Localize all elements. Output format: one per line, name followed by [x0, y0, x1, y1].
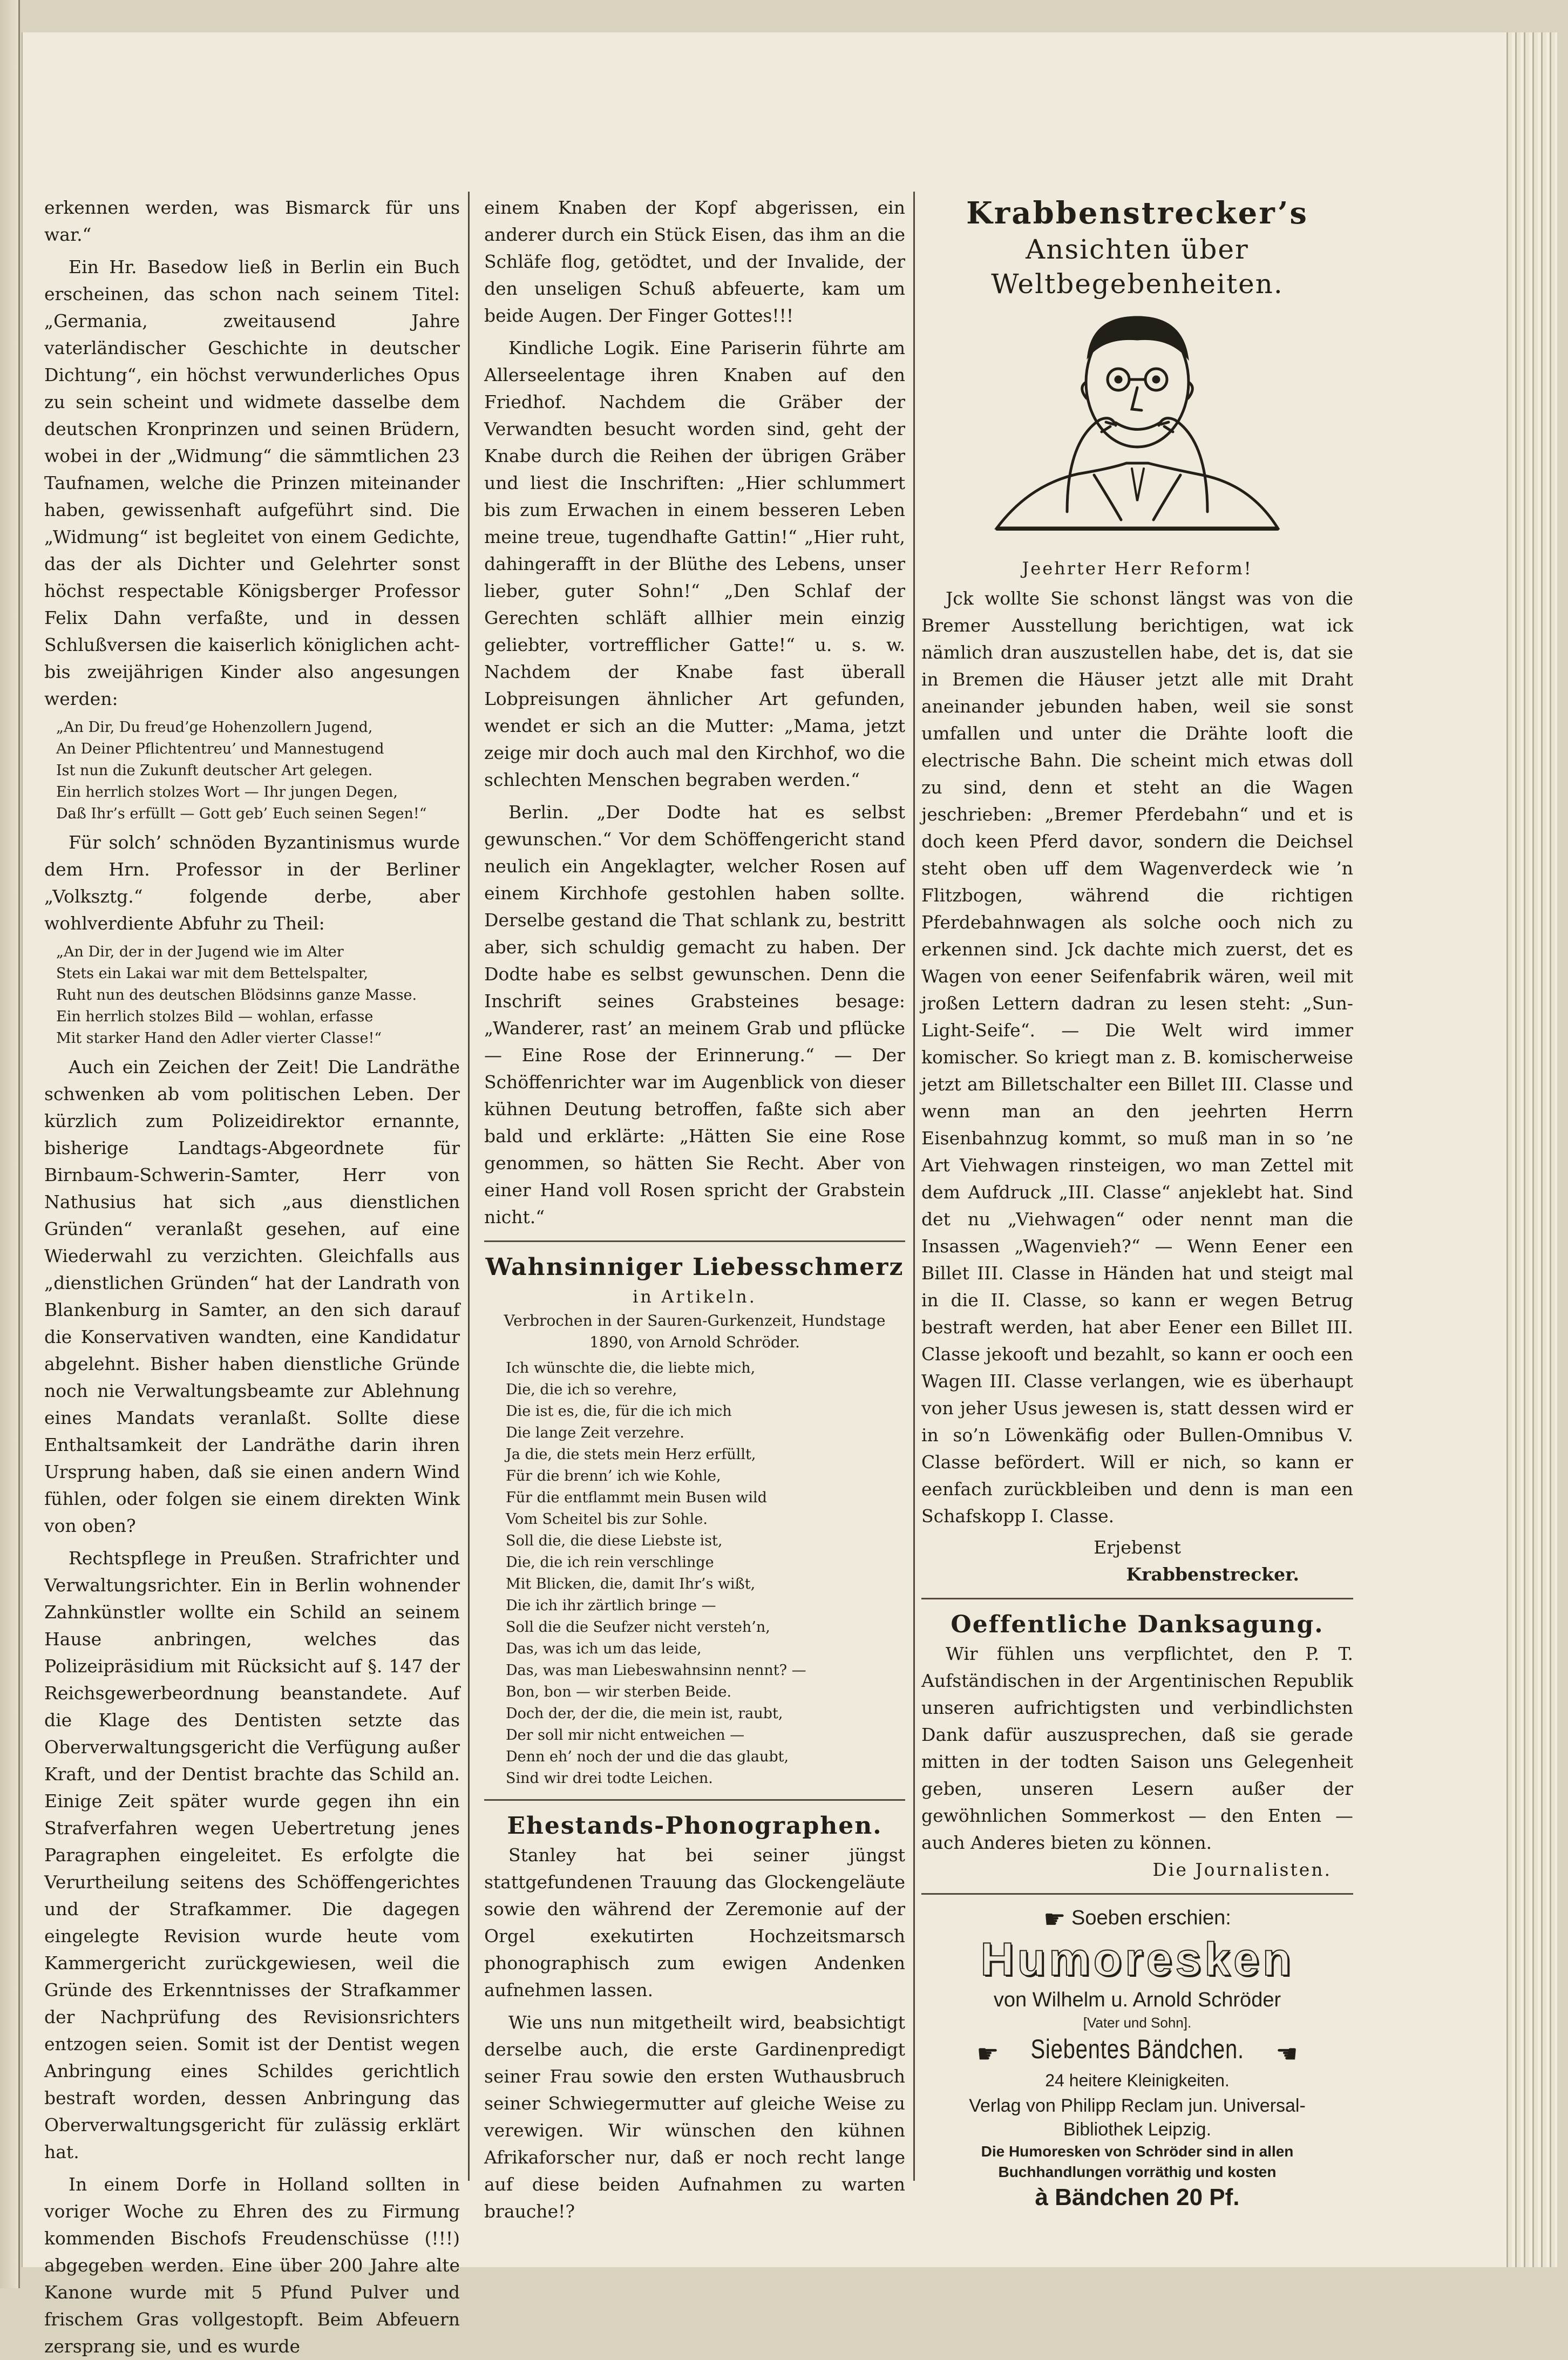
ad-contents: 24 heitere Kleinigkeiten. — [1045, 2071, 1230, 2091]
thanks-body: Wir fühlen uns verpflichtet, den P. T. Aufständischen in der Argentinischen Republik unseren aufrichtigsten und verbindlichsten Dank dafür auszusprechen, daß sie gerade mitten in der todten Saison uns Gelegenheit geben, unseren Lesern außer der gewöhnlichen Sommerkost — den Enten — auch Anderes bieten zu können. — [921, 1643, 1353, 1853]
ad-volume-row — [921, 2032, 1353, 2067]
column-rule — [913, 192, 915, 2181]
paragraph-holland: In einem Dorfe in Holland sollten in voriger Woche zu Ehren des zu Firmung kommenden Bischofs Freudenschüsse (!!!) abgegeben werden. Eine über 200 Jahre alte Kanone wurde mit 5 Pfund Pulver und frischem Gras vollgestopft. Beim Abfeuern zersprang sie, und es wurde — [44, 2174, 460, 2357]
column-3 — [921, 194, 1353, 2211]
poem-line: Vom Scheitel bis zur Sohle. — [506, 1511, 708, 1528]
paragraph-gardinenpredigt: Wie uns nun mitgetheilt wird, beabsichtigt derselbe auch, die erste Gardinenpredigt seiner Frau sowie den ersten Wuthausbruch seiner Schwiegermutter auf gleiche Weise zu verewigen. Wir wünschen den kühnen Afrikaforscher nur, daß er noch recht lange auf diese beiden Aufnahmen zu warten brauche!? — [484, 2012, 905, 2222]
letter-body: Jck wollte Sie schonst längst was von die Bremer Ausstellung berichtigen, wat ick nämlich dran auszustellen habe, det is, dat sie in Bremen die Häuser jetzt alle mit Draht aneinander jebunden haben, weil sie sonst umfallen und unter die Drähte looft die electrische Bahn. Die scheint mich etwas doll zu sind, denn et steht an die Wagen jeschrieben: „Bremer Pferdebahn“ und et is doch keen Pferd davor, sondern die Deichsel steht oben uff dem Wagenverdeck wie ’n Flitzbogen, während die richtigen Pferdebahnwagen als solche ooch nich zu erkennen sind. Jck dachte mich zuerst, det es Wagen von eener Seifenfabrik wären, weil mit jroßen Lettern dadran zu lesen steht: „Sun-Light-Seife“. — Die Welt wird immer komischer. So kriegt man z. B. komischerweise jetzt am Billetschalter een Billet III. Classe und wenn man an den jeehrten Herrn Eisenbahnzug kommt, so muß man in so ’ne Art Viehwagen rinsteigen, wo man Zettel mit dem Aufdruck „III. Classe“ anjeklebt hat. Sind det nu „Viehwagen“ oder nennt man die Insassen „Wagenvieh?“ — Wenn Eener een Billet III. Classe in Händen hat und steigt mal in die II. Classe, so kann er wegen Betrug bestraft werden, hat aber Eener een Billet III. Classe jekooft und bezahlt, so kann er ooch een Wagen III. Classe verlangen, wie es überhaupt von jeher Usus jewesen is, statt dessen wird er in so’n Löwenkäfig oder Bullen-Omnibus V. Classe befördert. Will er nich, so kann er eenfach zurückbleiben und denn is man een Schafskopp I. Classe. — [921, 588, 1353, 1527]
ad-volume: Siebentes Bändchen. — [1030, 2033, 1244, 2064]
poem-title: Wahnsinniger Liebesschmerz — [485, 1253, 904, 1281]
feature-subtitle: Ansichten über Weltbegebenheiten. — [991, 234, 1284, 300]
letter-closing: Erjebenst — [1094, 1537, 1181, 1558]
ad-authors-note: [Vater und Sohn]. — [1083, 2014, 1192, 2031]
thanks-signature: Die Journalisten. — [1152, 1859, 1332, 1880]
verse-volksztg — [56, 941, 460, 1049]
column-rule — [468, 192, 470, 2181]
verse-line: An Deiner Pflichtentreu’ und Mannestugend — [56, 741, 384, 757]
paragraph-landraethe: Auch ein Zeichen der Zeit! Die Landräthe schwenken ab vom politischen Leben. Der kürzlich zum Polizeidirektor ernannte, bisherige Landtags-Abgeordnete für Birnbaum-Schwerin-Samter, Herr von Nathusius hat sich „aus dienstlichen Gründen“ veranlaßt gesehen, auf eine Wiederwahl zu verzichten. Gleichfalls aus „dienstlichen Gründen“ hat der Landrath von Blankenburg in Samter, an den sich darauf die Konservativen wandten, eine Kandidatur abgelehnt. Bisher haben dienstliche Gründe noch nie Verwaltungsbeamte zur Ablehnung eines Mandats veranlaßt. Sollte diese Enthaltsamkeit der Landräthe darin ihren Ursprung haben, daß sie einen andern Wind fühlen, oder folgen sie einem direkten Wink von oben? — [44, 1056, 460, 1536]
ad-soon: Soeben erschien: — [1071, 1907, 1231, 1929]
poem-subtitle: in Artikeln. — [633, 1286, 757, 1307]
verse-line: „An Dir, Du freud’ge Hohenzollern Jugend, — [56, 719, 373, 736]
verse-line: Stets ein Lakai war mit dem Bettelspalter, — [56, 965, 369, 982]
poem-line: Mit Blicken, die, damit Ihr’s wißt, — [506, 1576, 756, 1592]
paragraph-basedow: Ein Hr. Basedow ließ in Berlin ein Buch erscheinen, das schon nach seinem Titel: „Germania, zweitausend Jahre vaterländischer Geschichte in deutscher Dichtung“, ein höchst verwunderliches Opus zu sein scheint und widmete dasselbe dem deutschen Kronprinzen und seinen Brüdern, wobei in der „Widmung“ die sämmtlichen 23 Taufnamen, welche die Prinzen miteinander haben, gewissenhaft aufgeführt sind. Die „Widmung“ ist begleitet von einem Gedichte, das der als Dichter und Gelehrter sonst höchst respectable Königsberger Professor Felix Dahn verfaßte, und in dessen Schlußversen die kaiserlich königlichen acht- bis zweijährigen Kinder also angesungen werden: — [44, 256, 460, 709]
poem-line: Der soll mir nicht entweichen — — [506, 1727, 745, 1744]
ad-publisher-line-2: Bibliothek Leipzig. — [1063, 2119, 1212, 2140]
cartoon-illustration — [921, 307, 1353, 546]
poem-line: Soll die, die diese Liebste ist, — [506, 1532, 723, 1549]
verse-line: Ein herrlich stolzes Bild — wohlan, erfasse — [56, 1008, 374, 1025]
paragraph-rechtspflege: Rechtspflege in Preußen. Strafrichter und Verwaltungsrichter. Ein in Berlin wohnender Zahnkünstler wollte ein Schild an seinem Hause anbringen, welches das Polizeipräsidium mit Rücksicht auf §. 147 der Reichsgewerbeordnung beanstandete. Auf die Klage des Dentisten setzte das Oberverwaltungsgericht die Verfügung außer Kraft, und der Dentist brachte das Schild an. Einige Zeit später wurde gegen ihn ein Strafverfahren wegen Uebertretung jenes Paragraphen eingeleitet. Es erfolgte die Verurtheilung seitens des Schöffengerichtes und der Strafkammer. Die dagegen eingelegte Revision wurde heute vom Kammergericht zurückgewiesen, weil die Gründe des Erkenntnisses der Strafkammer der Nachprüfung des Revisionsrichters entzogen seien. Somit ist der Dentist wegen Anbringung eines Schildes gerichtlich bestraft worden, dessen Anbringung das Oberverwaltungsgericht für zulässig erklärt hat. — [44, 1548, 460, 2162]
verse-line: „An Dir, der in der Jugend wie im Alter — [56, 944, 344, 960]
poem-line: Bon, bon — wir sterben Beide. — [506, 1684, 732, 1700]
verse-line: Daß Ihr’s erfüllt — Gott geb’ Euch seinen Segen!“ — [56, 805, 427, 822]
poem-line: Die, die ich so verehre, — [506, 1381, 677, 1398]
verse-line: Mit starker Hand den Adler vierter Classe!“ — [56, 1030, 382, 1047]
paragraph-byzantinismus: Für solch’ schnöden Byzantinismus wurde dem Hrn. Professor in der Berliner „Volksztg.“ folgende derbe, aber wohlverdiente Abfuhr zu Theil: — [44, 832, 460, 934]
section-divider — [921, 1598, 1353, 1599]
paragraph: erkennen werden, was Bismarck für uns war.“ — [44, 197, 460, 245]
poem-line: Soll die die Seufzer nicht versteh’n, — [506, 1619, 770, 1636]
advertisement-humoresken — [921, 1904, 1353, 2213]
ad-announcement — [921, 1904, 1353, 1932]
ad-publisher-line-1: Verlag von Philipp Reclam jun. Universal- — [969, 2095, 1306, 2117]
poem-intro: Verbrochen in der Sauren-Gurkenzeit, Hundstage 1890, von Arnold Schröder. — [504, 1312, 886, 1351]
poem-line: Für die entflammt mein Busen wild — [506, 1489, 767, 1506]
paragraph-stanley: Stanley hat bei seiner jüngst stattgefundenen Trauung das Glockengeläute sowie den während der Zeremonie auf der Orgel exekutirten Hochzeitsmarsch phonographisch zum ewigen Andenken aufnehmen lassen. — [484, 1844, 905, 2000]
paragraph-kindliche-logik: Kindliche Logik. Eine Pariserin führte am Allerseelentage ihren Knaben auf den Friedhof. Nachdem die Gräber der Verwandten besucht worden sind, geht der Knabe durch die Reihen der übrigen Gräber und liest die Inschriften: „Hier schlummert bis zum Erwachen in einem besseren Leben meine treue, tugendhafte Gattin!“ „Hier ruht, dahingerafft in der Blüthe des Lebens, unser lieber, guter Sohn!“ „Den Schlaf der Gerechten schläft allhier mein einzig geliebter, vortrefflicher Gatte!“ u. s. w. Nachdem der Knabe fast überall Lobpreisungen ähnlicher Art gefunden, wendet er sich an die Mutter: „Mama, jetzt zeige mir doch auch mal den Kirchhof, wo die schlechten Menschen begraben werden.“ — [484, 337, 905, 790]
section-divider — [921, 1893, 1353, 1895]
ad-price: à Bändchen 20 Pf. — [1035, 2184, 1240, 2211]
adjacent-page-edge — [0, 0, 20, 2288]
poem-line: Denn eh’ noch der und die das glaubt, — [506, 1748, 789, 1765]
verse-dahn — [56, 717, 460, 825]
pointing-hand-left-icon: ☚ — [1275, 2039, 1298, 2068]
poem-line: Die, die ich rein verschlinge — [506, 1554, 714, 1571]
paragraph: einem Knaben der Kopf abgerissen, ein anderer durch ein Stück Eisen, das ihm an die Schläfe flog, getödtet, und der Invalide, der den unseligen Schuß abfeuerte, kam um beide Augen. Der Finger Gottes!!! — [484, 197, 905, 326]
letter-salutation: Jeehrter Herr Reform! — [1022, 558, 1253, 579]
poem-line: Sind wir drei todte Leichen. — [506, 1770, 713, 1787]
section-divider — [484, 1240, 905, 1242]
caricature-man-icon — [986, 307, 1288, 539]
poem-line: Die ich ihr zärtlich bringe — — [506, 1597, 716, 1614]
ad-authors: von Wilhelm u. Arnold Schröder — [993, 1988, 1281, 2011]
feature-title: Krabbenstrecker’s — [966, 195, 1308, 231]
newspaper-page — [22, 32, 1504, 2357]
paragraph-berlin: Berlin. „Der Dodte hat es selbst gewunschen.“ Vor dem Schöffengericht stand neulich ein Angeklagter, welcher Rosen auf einem Kirchhofe gestohlen haben sollte. Derselbe gestand die That schlank zu, bestritt aber, sich schuldig gemacht zu haben. Der Dodte habe es selbst gewunschen. Denn die Inschrift seines Grabsteines besage: „Wanderer, rast’ an meinem Grab und pflücke — Eine Rose der Erinnerung.“ — Der Schöffenrichter war im Augenblick von dieser kühnen Deutung betroffen, faßte sich aber bald und erklärte: „Hätten Sie eine Rose genommen, so hätten Sie Recht. Aber von einer Hand voll Rosen spricht der Grabstein nicht.“ — [484, 802, 905, 1228]
ad-note: Die Humoresken von Schröder sind in allen Buchhandlungen vorräthig und kosten — [981, 2143, 1294, 2181]
book-page-edges — [1503, 32, 1557, 2267]
pointing-hand-right-icon: ☛ — [976, 2039, 999, 2068]
verse-line: Ist nun die Zukunft deutscher Art gelegen. — [56, 762, 373, 779]
thanks-title: Oeffentliche Danksagung. — [951, 1611, 1324, 1638]
poem-body — [506, 1358, 905, 1789]
poem-line: Die lange Zeit verzehre. — [506, 1425, 684, 1441]
column-2 — [484, 194, 905, 2222]
verse-line: Ruht nun des deutschen Blödsinns ganze Masse. — [56, 987, 417, 1003]
column-1 — [44, 194, 460, 2357]
poem-line: Ja die, die stets mein Herz erfüllt, — [506, 1446, 756, 1463]
pointing-hand-icon: ☛ — [1043, 1904, 1066, 1933]
poem-line: Die ist es, die, für die ich mich — [506, 1403, 732, 1420]
phonograph-title: Ehestands-Phonographen. — [507, 1812, 883, 1840]
ad-title: Humoresken — [980, 1933, 1294, 1985]
section-divider — [484, 1799, 905, 1801]
poem-line: Für die brenn’ ich wie Kohle, — [506, 1468, 721, 1484]
poem-line: Doch der, der die, die mein ist, raubt, — [506, 1705, 783, 1722]
poem-line: Das, was ich um das leide, — [506, 1640, 702, 1657]
poem-line: Das, was man Liebeswahnsinn nennt? — — [506, 1662, 806, 1679]
letter-signature: Krabbenstrecker. — [1126, 1564, 1299, 1585]
verse-line: Ein herrlich stolzes Wort — Ihr jungen Degen, — [56, 784, 398, 801]
poem-line: Ich wünschte die, die liebte mich, — [506, 1360, 756, 1376]
